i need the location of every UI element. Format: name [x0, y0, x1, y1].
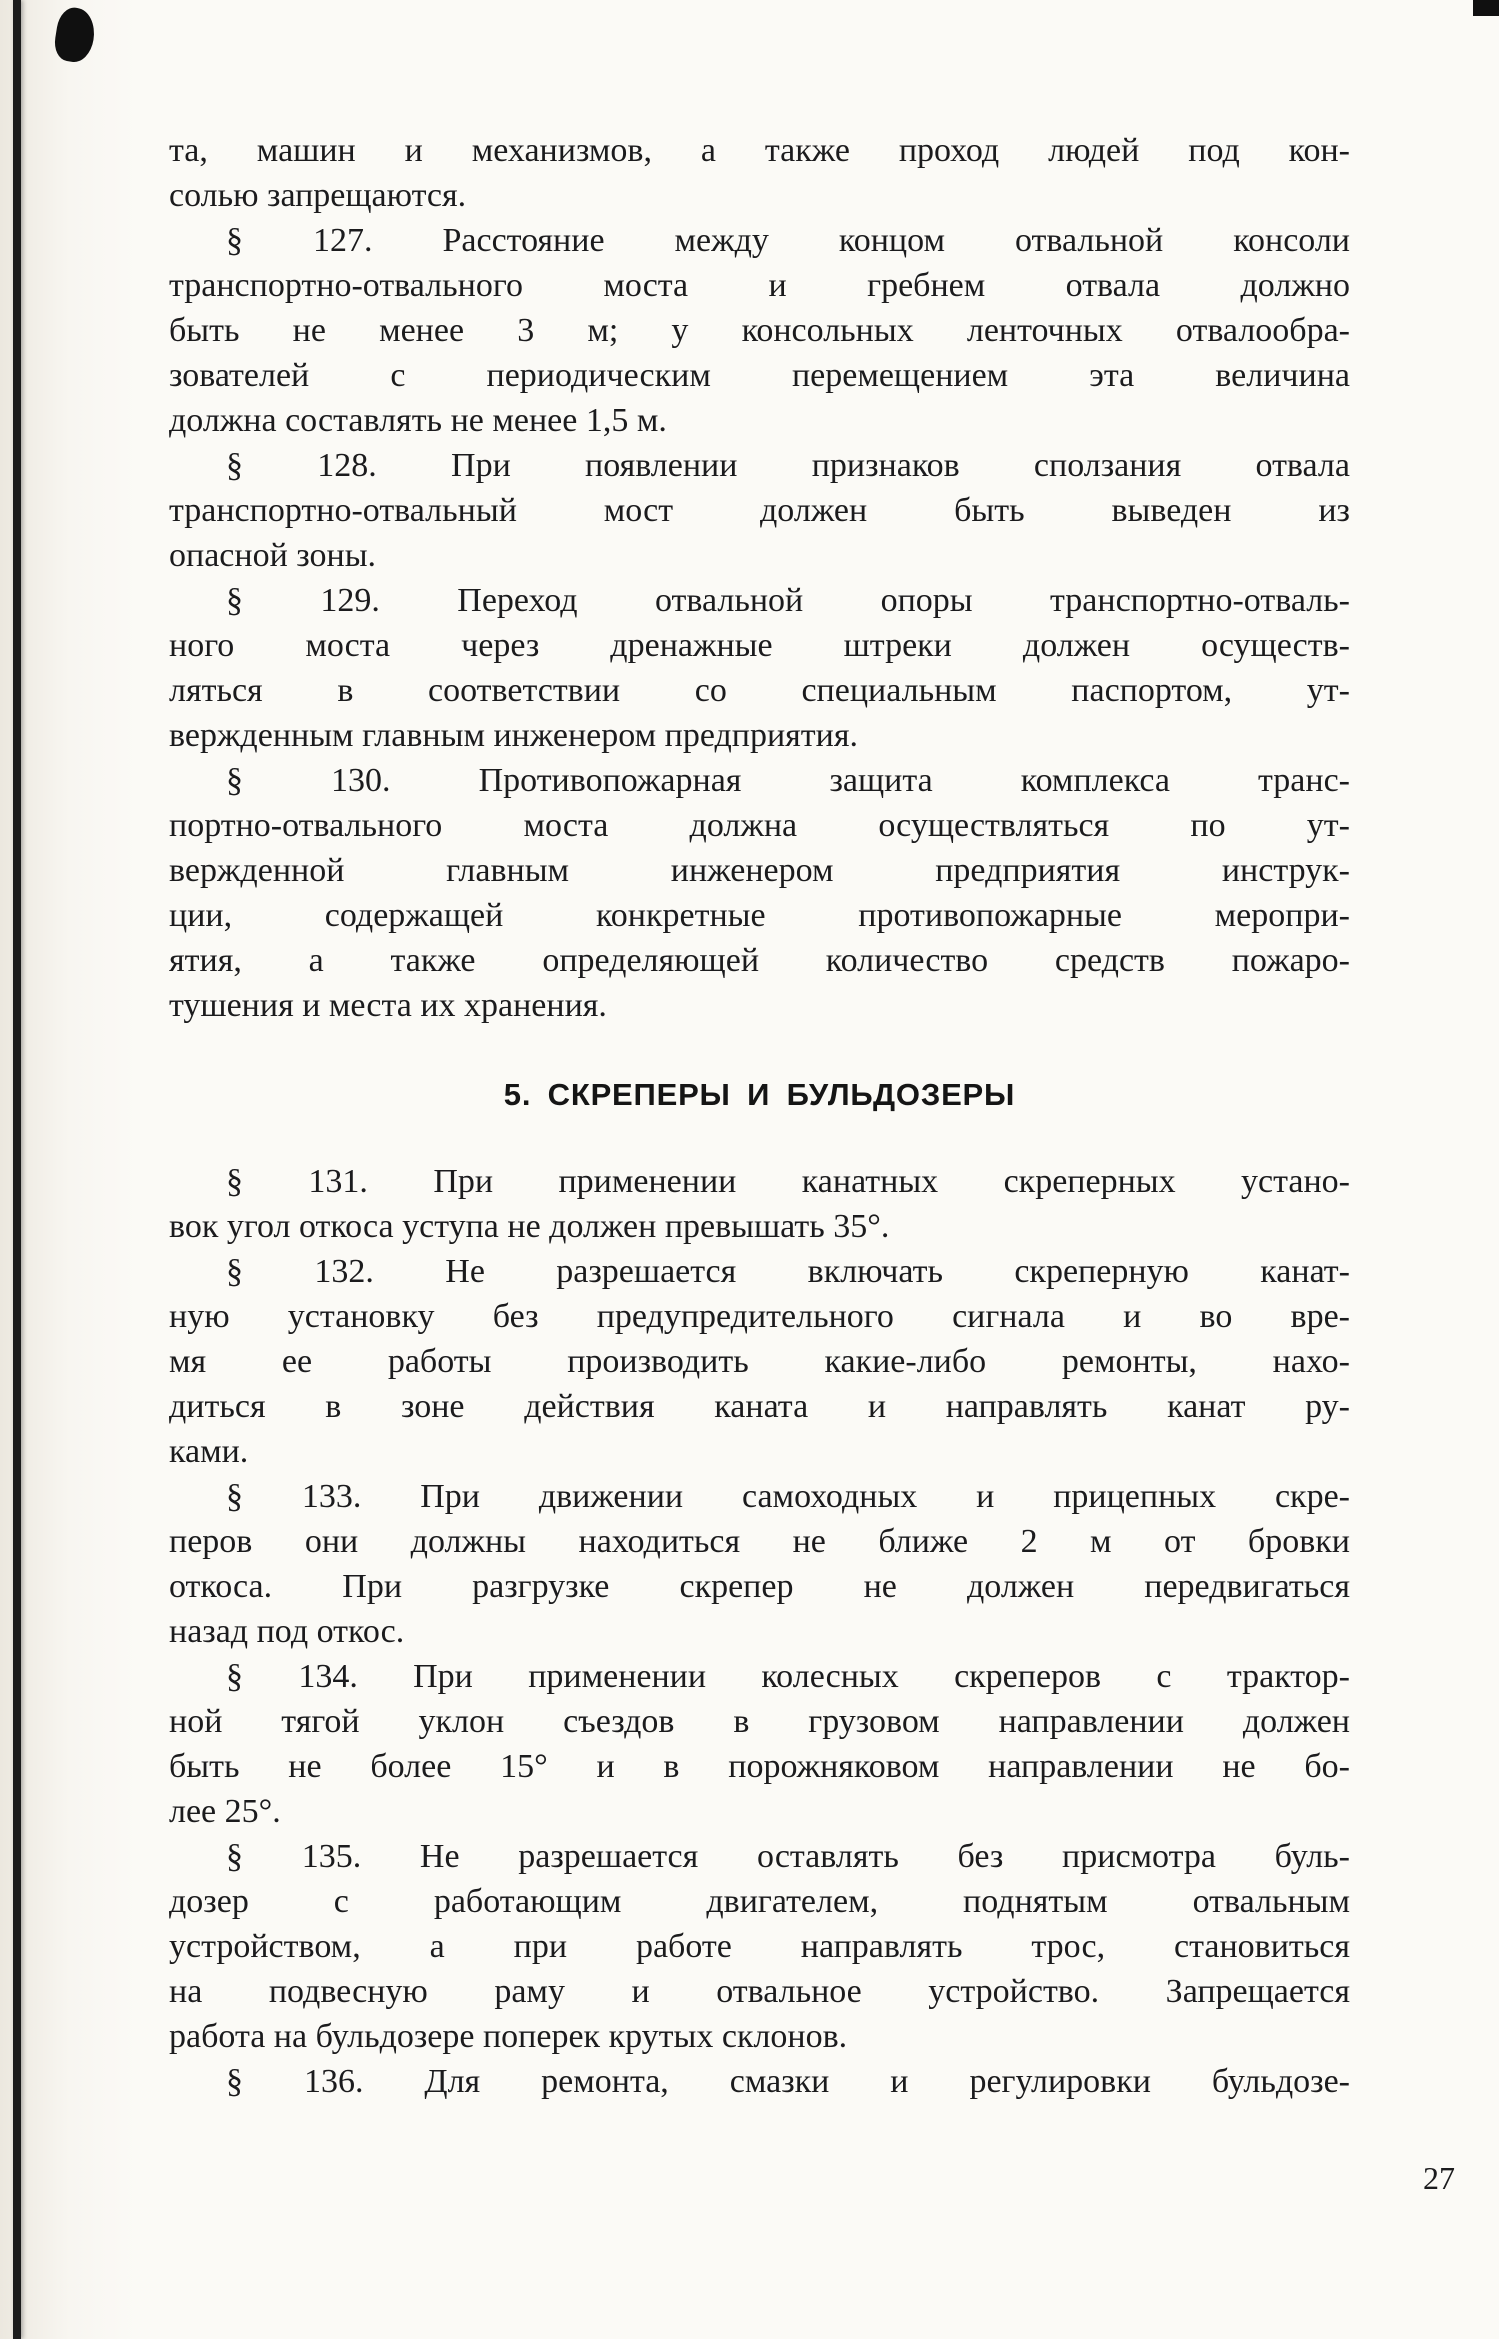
text-line: вок угол откоса уступа не должен превышать 35°.	[169, 1208, 890, 1245]
text-line: § 135. Не разрешается оставлять без присмотра буль-	[226, 1838, 1350, 1875]
text-line: § 127. Расстояние между концом отвальной консоли	[226, 222, 1350, 259]
text-line: транспортно-отвального моста и гребнем отвала должно	[169, 267, 1350, 304]
text-line: зователей с периодическим перемещением эта величина	[169, 357, 1350, 394]
text-line: § 129. Переход отвальной опоры транспортно-отваль-	[226, 582, 1350, 619]
scan-corner-mark	[1473, 0, 1499, 16]
text-line: мя ее работы производить какие-либо ремонты, нахо-	[169, 1343, 1350, 1380]
text-line: назад под откос.	[169, 1613, 405, 1650]
paragraph	[169, 218, 1350, 443]
text-line: быть не менее 3 м; у консольных ленточных отвалообра-	[169, 312, 1350, 349]
scan-ink-blot	[52, 5, 98, 64]
text-line: должна составлять не менее 1,5 м.	[169, 402, 667, 439]
text-line: ляться в соответствии со специальным паспортом, ут-	[169, 672, 1350, 709]
text-line: перов они должны находиться не ближе 2 м от бровки	[169, 1523, 1350, 1560]
text-line: § 131. При применении канатных скреперных устано-	[226, 1163, 1350, 1200]
page-number: 27	[1423, 2160, 1455, 2196]
paragraph	[169, 128, 1350, 218]
text-line: транспортно-отвальный мост должен быть выведен из	[169, 492, 1350, 529]
text-line: § 136. Для ремонта, смазки и регулировки бульдозе-	[226, 2063, 1350, 2100]
text-line: лее 25°.	[169, 1793, 281, 1830]
text-line: диться в зоне действия каната и направлять канат ру-	[169, 1388, 1350, 1425]
text-line: § 130. Противопожарная защита комплекса транс-	[226, 762, 1350, 799]
text-line: вержденной главным инженером предприятия инструк-	[169, 852, 1350, 889]
text-line: § 133. При движении самоходных и прицепных скре-	[226, 1478, 1350, 1515]
text-line: солью запрещаются.	[169, 177, 467, 214]
paragraph	[169, 1249, 1350, 1474]
text-line: на подвесную раму и отвальное устройство. Запрещается	[169, 1973, 1350, 2010]
text-line: ного моста через дренажные штреки должен осуществ-	[169, 627, 1350, 664]
text-line: ятия, а также определяющей количество средств пожаро-	[169, 942, 1350, 979]
text-line: тушения и места их хранения.	[169, 987, 607, 1024]
paragraph	[169, 443, 1350, 578]
scan-gutter-line	[13, 0, 21, 2339]
section-heading: 5. СКРЕПЕРЫ И БУЛЬДОЗЕРЫ	[503, 1077, 1016, 1112]
text-line: ками.	[169, 1433, 249, 1470]
text-line: § 128. При появлении признаков сползания отвала	[226, 447, 1350, 484]
text-line: та, машин и механизмов, а также проход людей под кон-	[169, 132, 1350, 169]
text-line: опасной зоны.	[169, 537, 377, 574]
text-line: § 134. При применении колесных скреперов с трактор-	[226, 1658, 1350, 1695]
text-line: быть не более 15° и в порожняковом направлении не бо-	[169, 1748, 1350, 1785]
text-line: ную установку без предупредительного сигнала и во вре-	[169, 1298, 1350, 1335]
text-line: ной тягой уклон съездов в грузовом направлении должен	[169, 1703, 1350, 1740]
text-line: устройством, а при работе направлять трос, становиться	[169, 1928, 1350, 1965]
text-line: дозер с работающим двигателем, поднятым отвальным	[169, 1883, 1350, 1920]
paragraph	[169, 1474, 1350, 1654]
text-block	[169, 128, 1350, 2104]
text-line: ции, содержащей конкретные противопожарные меропри-	[169, 897, 1350, 934]
text-line: портно-отвального моста должна осуществляться по ут-	[169, 807, 1350, 844]
paragraph	[169, 578, 1350, 758]
text-line: § 132. Не разрешается включать скреперную канат-	[226, 1253, 1350, 1290]
text-line: откоса. При разгрузке скрепер не должен передвигаться	[169, 1568, 1350, 1605]
paragraph	[169, 1834, 1350, 2059]
text-line: работа на бульдозере поперек крутых склонов.	[169, 2018, 848, 2055]
paragraph	[169, 1159, 1350, 1249]
paragraph	[169, 758, 1350, 1028]
paragraph	[169, 1654, 1350, 1834]
paragraph	[169, 2059, 1350, 2104]
text-line: вержденным главным инженером предприятия.	[169, 717, 858, 754]
